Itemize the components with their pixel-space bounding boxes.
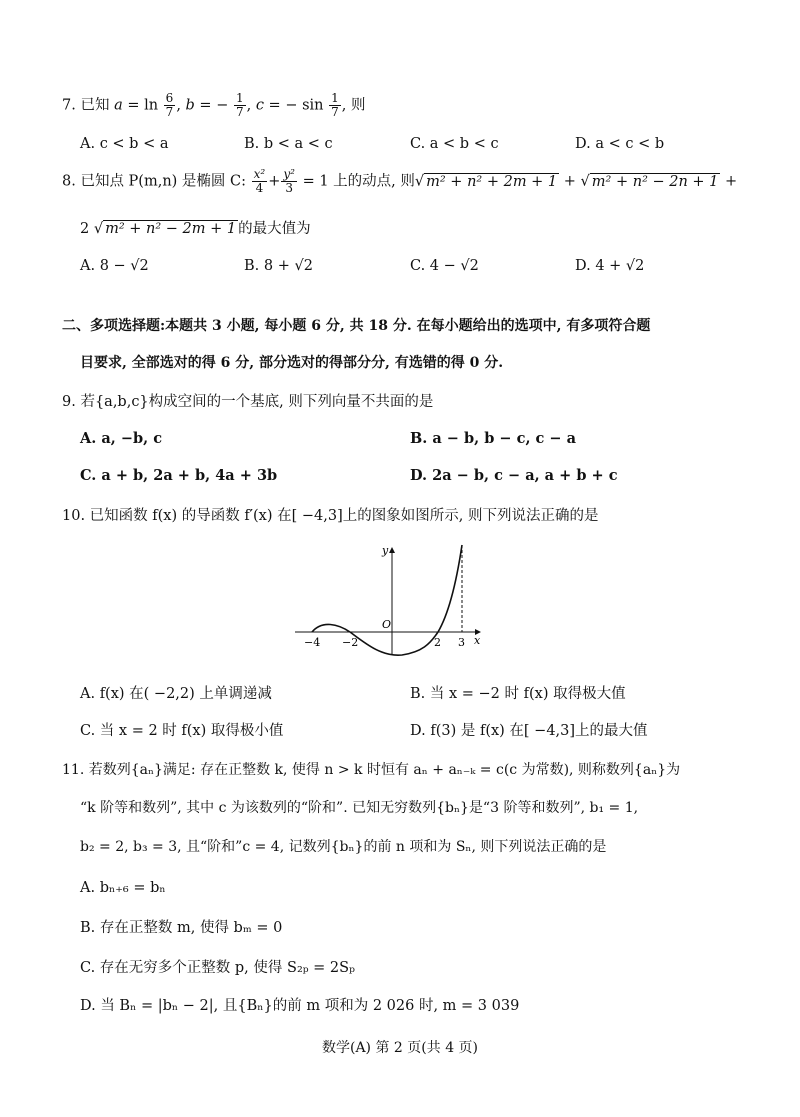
q11-option-c: C. 存在无穷多个正整数 p, 使得 S₂ₚ = 2Sₚ	[80, 960, 355, 976]
q10-stem: 10. 已知函数 f(x) 的导函数 f′(x) 在[ −4,3]上的图象如图所示, 则下列说法正确的是	[62, 508, 599, 524]
q8-option-b: B. 8 + √2	[244, 258, 313, 274]
x-axis-label: x	[474, 634, 481, 647]
q8-option-c: C. 4 − √2	[410, 258, 479, 274]
q8-line1: 8. 已知点 P(m,n) 是椭圆 C: $\frac{\text{x²}}{4}$ + $\frac{\text{y²}}{3}$ = 1 上的动点, 则√ m² + n² + 2m + 1 + √ m² + n² − 2n + 1 +	[62, 167, 738, 195]
tick-label-neg4: −4	[304, 636, 321, 649]
q9-option-c: C. a + b, 2a + b, 4a + 3b	[80, 467, 278, 484]
q9-option-a: A. a, −b, c	[80, 430, 163, 447]
q10-option-c: C. 当 x = 2 时 f(x) 取得极小值	[80, 723, 284, 739]
q8-option-a: A. 8 − √2	[80, 258, 149, 274]
q11-option-d: D. 当 Bₙ = |bₙ − 2|, 且{Bₙ}的前 m 项和为 2 026 时, m = 3 039	[80, 998, 520, 1014]
q9-stem: 9. 若{a,b,c}构成空间的一个基底, 则下列向量不共面的是	[62, 394, 434, 410]
tick-label-3: 3	[458, 636, 465, 649]
q7-option-c: C. a < b < c	[410, 136, 499, 152]
tick-label-neg2: −2	[342, 636, 359, 649]
tick-label-2: 2	[434, 636, 441, 649]
q11-line1: 11. 若数列{aₙ}满足: 存在正整数 k, 使得 n > k 时恒有 aₙ + aₙ₋ₖ = c(c 为常数), 则称数列{aₙ}为	[62, 762, 681, 778]
q10-derivative-graph	[290, 540, 490, 660]
q9-option-b: B. a − b, b − c, c − a	[410, 430, 577, 447]
q11-line3: b₂ = 2, b₃ = 3, 且“阶和”c = 4, 记数列{bₙ}的前 n 项和为 Sₙ, 则下列说法正确的是	[80, 839, 607, 855]
q7-stem: 7. 已知 a = ln $\frac{6}{7}$ , b = − $\frac{1}{7}$ , c = − sin $\frac{1}{7}$ , 则	[62, 91, 366, 119]
q11-line2: “k 阶等和数列”, 其中 c 为该数列的“阶和”. 已知无穷数列{bₙ}是“3 阶等和数列”, b₁ = 1,	[80, 800, 639, 816]
q9-option-d: D. 2a − b, c − a, a + b + c	[410, 467, 618, 484]
q11-option-a: A. bₙ₊₆ = bₙ	[80, 880, 166, 896]
q7-option-a: A. c < b < a	[80, 136, 169, 152]
page-footer: 数学(A) 第 2 页(共 4 页)	[321, 1040, 479, 1056]
origin-label: O	[382, 618, 392, 631]
q8-option-d: D. 4 + √2	[575, 258, 645, 274]
q10-option-d: D. f(3) 是 f(x) 在[ −4,3]上的最大值	[410, 723, 648, 739]
q8-line2: 2 √ m² + n² − 2m + 1 的最大值为	[80, 221, 311, 237]
section2-instructions-line2: 目要求, 全部选对的得 6 分, 部分选对的得部分分, 有选错的得 0 分.	[80, 355, 504, 371]
q7-option-d: D. a < c < b	[575, 136, 665, 152]
q11-option-b: B. 存在正整数 m, 使得 bₘ = 0	[80, 920, 283, 936]
y-axis-label: y	[382, 544, 389, 557]
q10-option-b: B. 当 x = −2 时 f(x) 取得极大值	[410, 686, 626, 702]
q7-option-b: B. b < a < c	[244, 136, 333, 152]
section2-instructions-line1: 二、多项选择题:本题共 3 小题, 每小题 6 分, 共 18 分. 在每小题给出的选项中, 有多项符合题	[62, 318, 651, 334]
q10-option-a: A. f(x) 在( −2,2) 上单调递减	[80, 686, 272, 702]
